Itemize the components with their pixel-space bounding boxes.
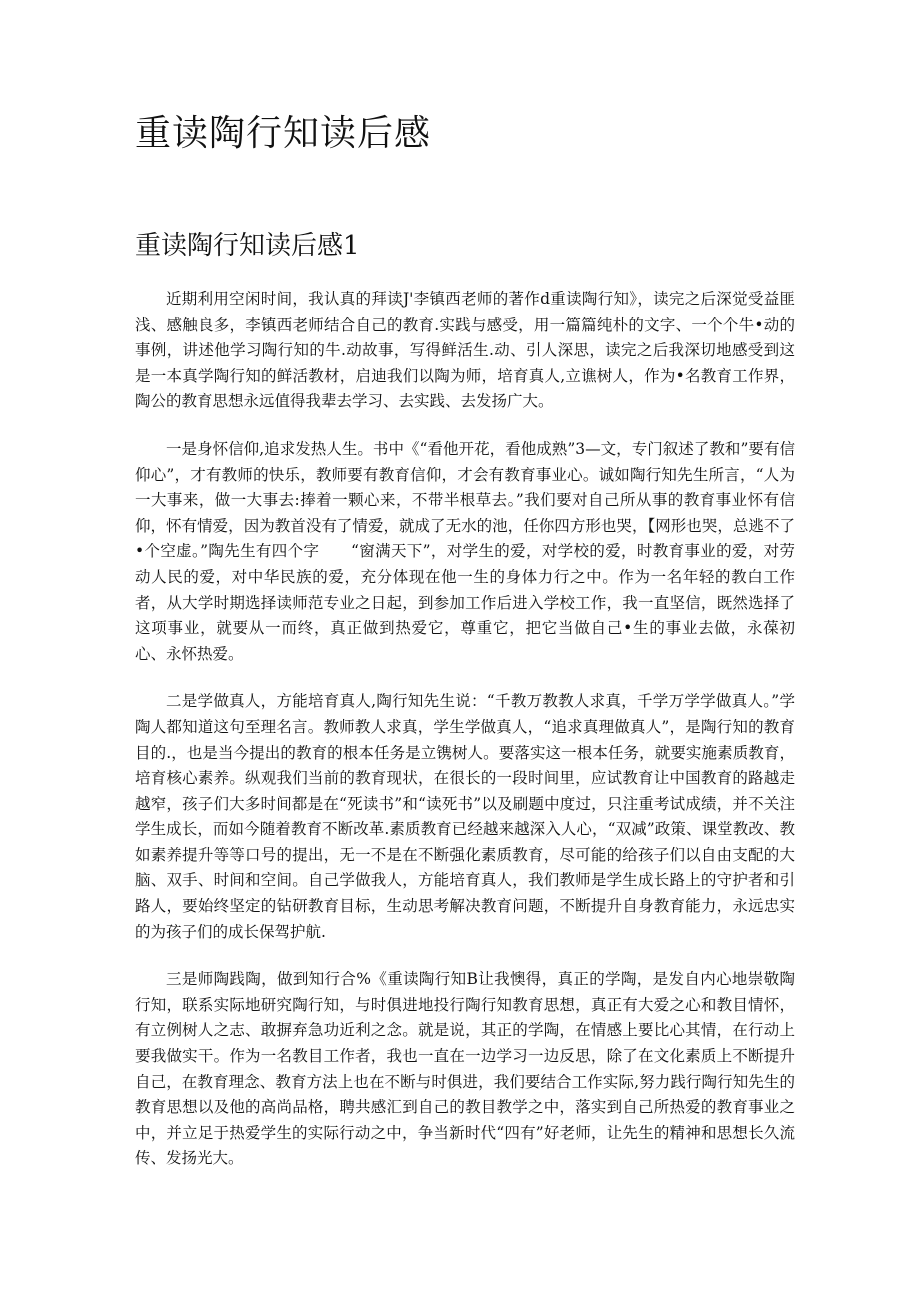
- section-title: 重读陶行知读后感1: [135, 231, 360, 261]
- paragraph-point-one: 一是身怀信仰,追求发热人生。书中《“看他开花，看他成熟”3—文，专门叙述了教和”要有信仰心”，才有教师的快乐，教师要有教育信仰，才会有教育事业心。诚如陶行知先生所言，“人为一大事来，做一大事去:捧着一颗心来，不带半根草去。”我们要对自己所从事的教育事业怀有信仰，怀有情爱，因为教首没有了情爱，就成了无水的池，任你四方形也哭，【网形也哭，总逃不了•个空虚。”陶先生有四个字 “窗满天下”，对学生的爱，对学校的爱，时教育事业的爱，对劳动人民的爱，对中华民族的爱，充分体现在他一生的身体力行之中。作为一名年轻的教白工作者，从大学时期选择读师范专业之日起，到参加工作后进入学校工作，我一直坚信，既然选择了这项事业，就要从一而终，真正做到热爱它，尊重它，把它当做自己•生的事业去做，永葆初心、永怀热爱。: [135, 439, 795, 663]
- paragraph-intro: 近期利用空闲时间，我认真的拜读J'李镇西老师的著作d重读陶行知》，读完之后深觉受益匪浅、感触良多，李镇西老师结合自己的教育.实践与感受，用一篇篇纯朴的文字、一个个牛•动的事例，讲述他学习陶行知的牛.动故事，写得鲜活生.动、引人深思，读完之后我深切地感受到这是一本真学陶行知的鲜活教材，启迪我们以陶为师，培育真人,立谯树人，作为•名教育工作界，陶公的教育思想永远值得我辈去学习、去实践、去发扬广大。: [135, 290, 795, 411]
- body-text: [135, 287, 795, 1172]
- paragraph-point-three: 三是师陶践陶，做到知行合%《重读陶行知B让我懊得，真正的学陶，是发自内心地崇敬陶行知，联系实际地研究陶行知，与时俱进地投行陶行知教育思想，真正有大爱之心和教目情怀，有立例树人之志、敢摒弃急功近利之念。就是说，其正的学陶，在情感上要比心其情，在行动上要我做实干。作为一名教目工作者，我也一直在一边学习一边反思，除了在文化素质上不断提升自己，在教育理念、教育方法上也在不断与时俱进，我们要结合工作实际,努力践行陶行知先生的教育思想以及他的高尚品格，聘共感汇到自己的教目教学之中，落实到自己所热爱的教育事业之中，并立足于热爱学生的实际行动之中，争当新时代“四有”好老师，让先生的精神和思想长久流传、发扬光大。: [135, 970, 795, 1168]
- document-title: 重读陶行知读后感: [135, 113, 432, 154]
- paragraph-point-two: 二是学做真人，方能培育真人,陶行知先生说：“千教万教教人求真，千学万学学做真人。”学陶人都知道这句至理名言。教师教人求真，学生学做真人，“追求真理做真人”，是陶行知的教育目的.，也是当今提出的教育的根本任务是立镌树人。要落实这一根本任务，就要实施素质教育，培育核心素养。纵观我们当前的教育现状，在很长的一段时间里，应试教育让中国教育的路越走越窄，孩子们大多时间都是在“死读书”和“读死书”以及刷题中度过，只注重考试成绩，并不关注学生成长，而如今随着教育不断改革.素质教育已经越来越深入人心，“双减”政策、课堂教改、教如素养提升等等口号的提出，无一不是在不断强化素质教育，尽可能的给孩子们以自由支配的大脑、双手、时间和空间。自己学做我人，方能培育真人，我们教师是学生成长路上的守护者和引路人，要始终坚定的钻研教育目标，生动思考解决教育问题，不断提升自身教育能力，永远忠实的为孩子们的成长保驾护航.: [135, 692, 795, 941]
